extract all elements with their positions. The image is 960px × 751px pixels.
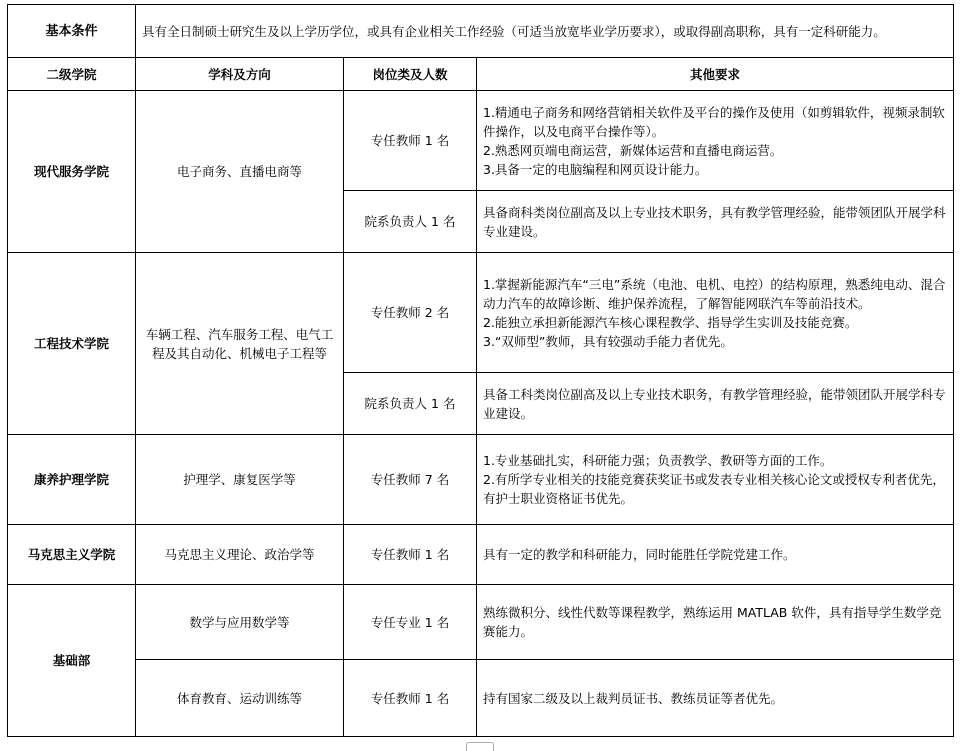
- subject-cell: 车辆工程、汽车服务工程、电气工程及其自动化、机械电子工程等: [136, 253, 344, 435]
- header-subject: 学科及方向: [136, 58, 344, 91]
- post-cell: 专任教师 2 名: [344, 253, 477, 373]
- basic-row: [8, 5, 954, 58]
- table-row: [8, 660, 954, 737]
- requirements-cell: 持有国家二级及以上裁判员证书、教练员证等者优先。: [477, 660, 954, 737]
- requirements-cell: 具备工科类岗位副高及以上专业技术职务，有教学管理经验，能带领团队开展学科专业建设。: [477, 373, 954, 435]
- requirements-cell: 具有一定的教学和科研能力，同时能胜任学院党建工作。: [477, 525, 954, 585]
- table-row: [8, 435, 954, 525]
- recruitment-table: [7, 4, 954, 737]
- requirement-line: 1.掌握新能源汽车“三电”系统（电池、电机、电控）的结构原理，熟悉纯电动、混合动力汽车的故障诊断、维护保养流程，了解智能网联汽车等前沿技术。: [483, 276, 946, 311]
- table-row: [8, 253, 954, 373]
- college-name: 马克思主义学院: [8, 525, 136, 585]
- requirements-cell: [477, 253, 954, 373]
- table-row: [8, 91, 954, 191]
- header-college: 二级学院: [8, 58, 136, 91]
- post-cell: 院系负责人 1 名: [344, 373, 477, 435]
- requirement-line: 3.具备一定的电脑编程和网页设计能力。: [483, 161, 708, 177]
- requirement-line: 2.熟悉网页端电商运营，新媒体运营和直播电商运营。: [483, 142, 783, 158]
- page-tab-marker: [466, 742, 494, 751]
- basic-label: 基本条件: [8, 5, 136, 58]
- header-requirements: 其他要求: [477, 58, 954, 91]
- requirements-cell: 熟练微积分、线性代数等课程教学，熟练运用 MATLAB 软件，具有指导学生数学竞赛能力。: [477, 585, 954, 660]
- college-name: 康养护理学院: [8, 435, 136, 525]
- requirement-line: 3.“双师型”教师，具有较强动手能力者优先。: [483, 333, 733, 349]
- basic-text: 具有全日制硕士研究生及以上学历学位，或具有企业相关工作经验（可适当放宽毕业学历要求），或取得副高职称，具有一定科研能力。: [136, 5, 954, 58]
- subject-cell: 数学与应用数学等: [136, 585, 344, 660]
- requirement-line: 2.有所学专业相关的技能竞赛获奖证书或发表专业相关核心论文或授权专利者优先，有护士职业资格证书优先。: [483, 472, 945, 506]
- post-cell: 专任教师 7 名: [344, 435, 477, 525]
- post-cell: 院系负责人 1 名: [344, 191, 477, 253]
- post-cell: 专任教师 1 名: [344, 525, 477, 585]
- requirements-cell: [477, 91, 954, 191]
- requirement-line: 1.专业基础扎实，科研能力强；负责教学、教研等方面的工作。: [483, 453, 833, 468]
- post-cell: 专任教师 1 名: [344, 660, 477, 737]
- header-post: 岗位类及人数: [344, 58, 477, 91]
- requirement-line: 2.能独立承担新能源汽车核心课程教学、指导学生实训及技能竞赛。: [483, 314, 858, 330]
- college-name: 现代服务学院: [8, 91, 136, 253]
- subject-cell: 体育教育、运动训练等: [136, 660, 344, 737]
- requirements-cell: 具备商科类岗位副高及以上专业技术职务，具有教学管理经验，能带领团队开展学科专业建设。: [477, 191, 954, 253]
- requirements-cell: [477, 435, 954, 525]
- subject-cell: 电子商务、直播电商等: [136, 91, 344, 253]
- requirement-line: 1.精通电子商务和网络营销相关软件及平台的操作及使用（如剪辑软件，视频录制软件操作，以及电商平台操作等）。: [483, 104, 945, 139]
- post-cell: 专任教师 1 名: [344, 91, 477, 191]
- table-row: [8, 525, 954, 585]
- table-row: [8, 585, 954, 660]
- college-name: 工程技术学院: [8, 253, 136, 435]
- college-name: 基础部: [8, 585, 136, 737]
- subject-cell: 护理学、康复医学等: [136, 435, 344, 525]
- subject-cell: 马克思主义理论、政治学等: [136, 525, 344, 585]
- header-row: [8, 58, 954, 91]
- post-cell: 专任专业 1 名: [344, 585, 477, 660]
